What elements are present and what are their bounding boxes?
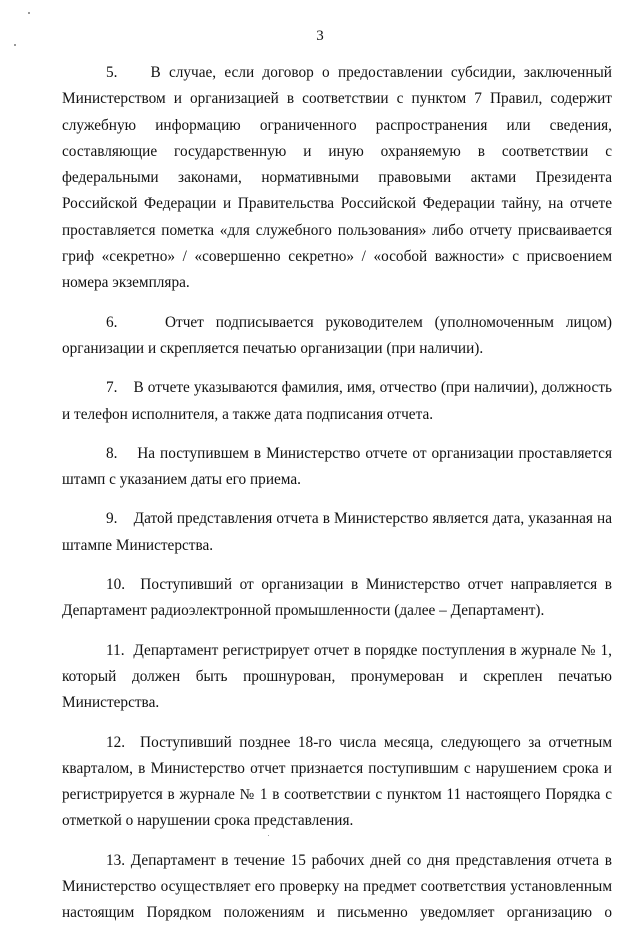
document-body (62, 60, 612, 940)
paragraph-12: 12. Поступивший позднее 18-го числа месяца, следующего за отчетным кварталом, в Министерство отчет признается поступившим с нарушением срока и регистрируется в журнале № 1 в соответствии с пунктом 11 настоящего Порядка с отметкой о нарушении срока представления. (62, 733, 612, 830)
paragraph-5: 5. В случае, если договор о предоставлении субсидии, заключенный Министерством и организацией в соответствии с пунктом 7 Правил, содержит служебную информацию ограниченного распространения или сведения, составляющие государственную и иную охраняемую в соответствии с федеральными законами, нормативными правовыми актами Президента Российской Федерации и Правительства Российской Федерации тайну, на отчете проставляется пометка «для служебного пользования» либо отчету присваивается гриф «секретно» / «совершенно секретно» / «особой важности» с присвоением номера экземпляра. (62, 64, 612, 292)
paragraph-6: 6. Отчет подписывается руководителем (уполномоченным лицом) организации и скрепляется печатью организации (при наличии). (62, 313, 612, 357)
paragraph-7: 7. В отчете указываются фамилия, имя, отчество (при наличии), должность и телефон исполнителя, а также дата подписания отчета. (62, 379, 612, 423)
paragraph-8: 8. На поступившем в Министерство отчете от организации проставляется штамп с указанием даты его приема. (62, 444, 612, 489)
paragraph-10: 10. Поступивший от организации в Министерство отчет направляется в Департамент радиоэлектронной промышленности (далее – Департамент). (62, 576, 612, 620)
page-number: 3 (316, 28, 324, 44)
paragraph-13: 13. Департамент в течение 15 рабочих дней со дня представления отчета в Министерство осуществляет его проверку на предмет соответствия установленным настоящим Порядком положениям и письменно уведомляет организацию о (62, 851, 612, 922)
paragraph-11: 11. Департамент регистрирует отчет в порядке поступления в журнале № 1, который должен быть прошнурован, пронумерован и скреплен печатью Министерства. (62, 641, 612, 712)
paragraph-9: 9. Датой представления отчета в Министерство является дата, указанная на штампе Министерства. (62, 510, 612, 554)
scan-speck (28, 12, 30, 14)
